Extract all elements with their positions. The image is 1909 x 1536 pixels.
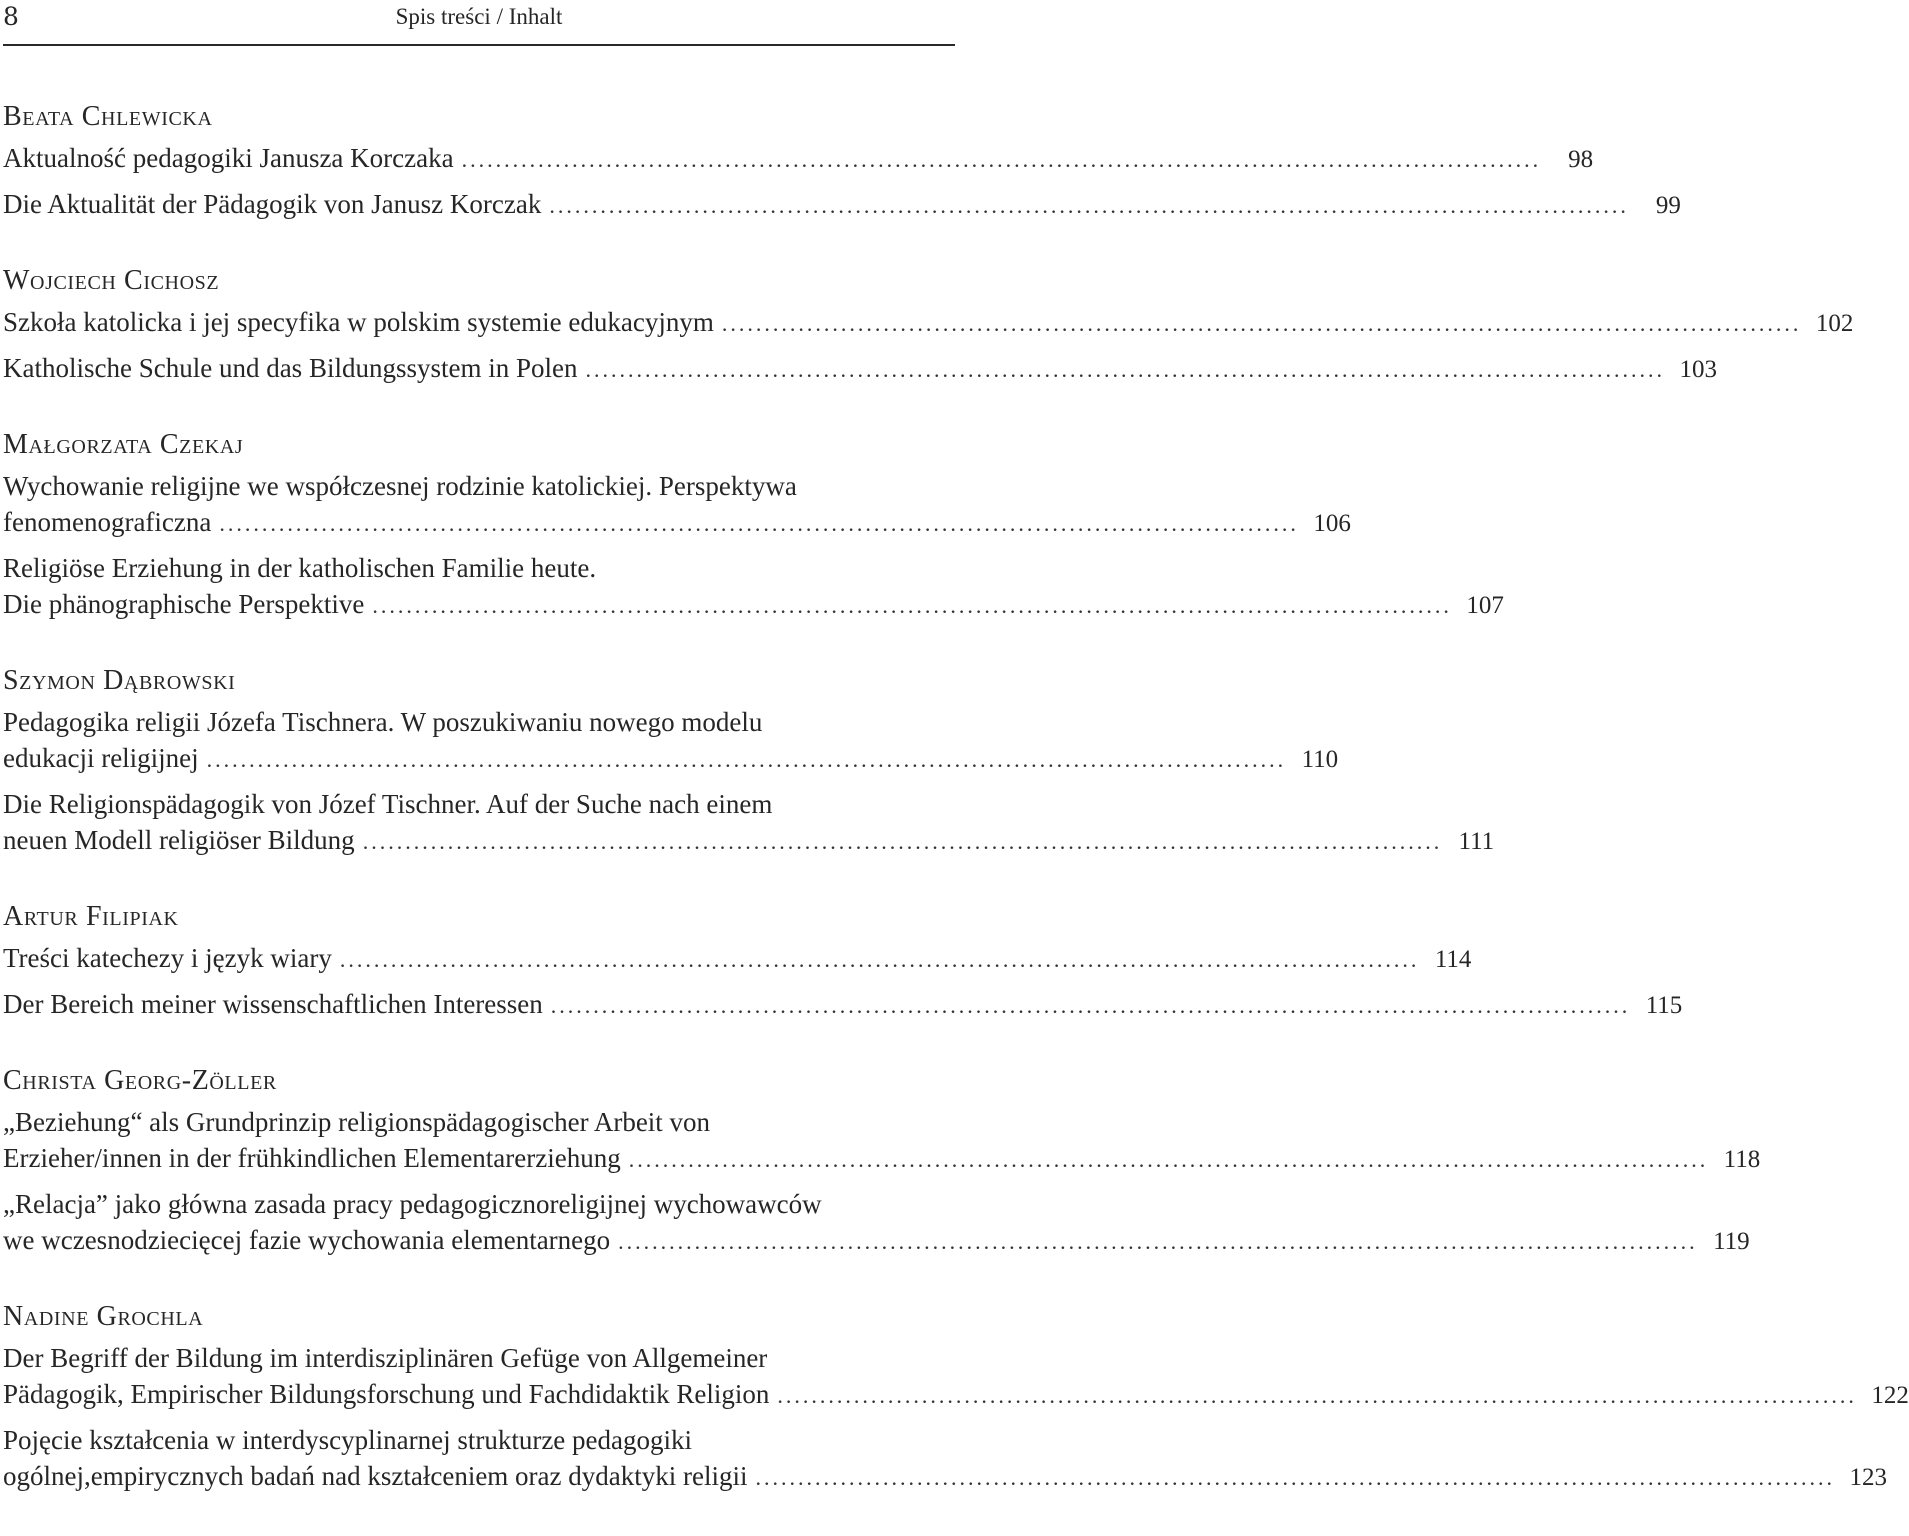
entry-title-line2: Pädagogik, Empirischer Bildungsforschung und Fachdidaktik Religion (3, 1379, 770, 1409)
entry-title: Die Aktualität der Pädagogik von Janusz Korczak (3, 189, 542, 219)
dot-leader (755, 1460, 1835, 1496)
toc-entry[interactable] (3, 140, 1594, 178)
entry-title: Der Bereich meiner wissenschaftlichen Interessen (3, 989, 543, 1019)
dot-leader (363, 824, 1443, 860)
toc-entry[interactable] (3, 1186, 1750, 1260)
entry-title-line1: „Relacja” jako główna zasada pracy pedagogicznoreligijnej wychowawców (3, 1189, 822, 1219)
author-block (3, 264, 1854, 388)
page-ref: 118 (1723, 1146, 1761, 1173)
dot-leader (777, 1378, 1857, 1414)
entry-title-line1: Der Begriff der Bildung im interdisziplinären Gefüge von Allgemeiner (3, 1343, 768, 1373)
entry-title-line1: „Beziehung“ als Grundprinzip religionspädagogischer Arbeit von (3, 1107, 711, 1137)
author-name: Christa Georg-Zöller (3, 1065, 277, 1096)
author-block (3, 100, 1681, 224)
toc-entry[interactable] (3, 986, 1683, 1024)
dot-leader (207, 742, 1287, 778)
toc-entry[interactable] (3, 304, 1854, 342)
page-ref: 106 (1313, 510, 1351, 537)
toc-entry[interactable] (3, 350, 1717, 388)
page-ref: 102 (1815, 310, 1854, 337)
page-ref: 119 (1713, 1228, 1750, 1255)
page-ref: 110 (1301, 746, 1339, 773)
entry-title-line1: Pojęcie kształcenia w interdyscyplinarnej strukturze pedagogiki (3, 1425, 693, 1455)
author-name: Nadine Grochla (3, 1301, 204, 1332)
page-ref: 123 (1849, 1464, 1887, 1491)
entry-title-line1: Die Religionspädagogik von Józef Tischner. Auf der Suche nach einem (3, 789, 773, 819)
author-block (3, 664, 1495, 860)
running-head: Spis treści / Inhalt (395, 4, 563, 29)
toc-entry[interactable] (3, 1422, 1887, 1496)
entry-title-line1: Pedagogika religii Józefa Tischnera. W poszukiwaniu nowego modelu (3, 707, 763, 737)
entry-title: Treści katechezy i język wiary (3, 943, 332, 973)
page-number: 8 (3, 2, 19, 31)
page-ref: 111 (1458, 828, 1495, 855)
entry-title: Katholische Schule und das Bildungssystem in Polen (3, 353, 578, 383)
toc-entry[interactable] (3, 1104, 1761, 1178)
dot-leader (722, 306, 1802, 342)
page-ref: 103 (1679, 356, 1717, 383)
entry-title: Szkoła katolicka i jej specyfika w polskim systemie edukacyjnym (3, 307, 714, 337)
dot-leader (629, 1142, 1709, 1178)
page-header (3, 0, 955, 46)
dot-leader (549, 188, 1629, 224)
dot-leader (585, 352, 1665, 388)
toc-entry[interactable] (3, 186, 1681, 224)
entry-title-line1: Wychowanie religijne we współczesnej rodzinie katolickiej. Perspektywa (3, 471, 797, 501)
entry-title-line2: we wczesnodziecięcej fazie wychowania elementarnego (3, 1225, 611, 1255)
author-block (3, 900, 1683, 1024)
toc-entry[interactable] (3, 550, 1504, 624)
author-name: Beata Chlewicka (3, 101, 213, 132)
author-block (3, 1300, 1909, 1496)
toc-entry[interactable] (3, 468, 1351, 542)
entry-title-line2: Die phänographische Perspektive (3, 589, 365, 619)
dot-leader (340, 942, 1420, 978)
dot-leader (551, 988, 1631, 1024)
author-block (3, 1064, 1761, 1260)
dot-leader (462, 142, 1542, 178)
author-name: Artur Filipiak (3, 901, 179, 932)
entry-title-line2: fenomenograficzna (3, 507, 212, 537)
page-ref: 115 (1645, 992, 1683, 1019)
toc-entry[interactable] (3, 1340, 1909, 1414)
author-name: Małgorzata Czekaj (3, 429, 244, 460)
toc-entry[interactable] (3, 704, 1339, 778)
entry-title-line2: Erzieher/innen in der frühkindlichen Elementarerziehung (3, 1143, 621, 1173)
page-ref: 122 (1871, 1382, 1909, 1409)
page-ref: 99 (1655, 192, 1681, 219)
toc-entry[interactable] (3, 940, 1472, 978)
entry-title: Aktualność pedagogiki Janusza Korczaka (3, 143, 454, 173)
page-ref: 114 (1434, 946, 1472, 973)
entry-title-line2: neuen Modell religiöser Bildung (3, 825, 355, 855)
dot-leader (372, 588, 1452, 624)
author-name: Szymon Dąbrowski (3, 665, 236, 696)
toc-entry[interactable] (3, 786, 1495, 860)
dot-leader (618, 1224, 1698, 1260)
page-ref: 98 (1568, 146, 1594, 173)
author-name: Wojciech Cichosz (3, 265, 220, 296)
page-ref: 107 (1466, 592, 1504, 619)
entry-title-line2: ogólnej,empirycznych badań nad kształceniem oraz dydaktyki religii (3, 1461, 748, 1491)
entry-title-line1: Religiöse Erziehung in der katholischen Familie heute. (3, 553, 597, 583)
author-block (3, 428, 1504, 624)
table-of-contents (3, 100, 1909, 1536)
dot-leader (219, 506, 1299, 542)
entry-title-line2: edukacji religijnej (3, 743, 199, 773)
